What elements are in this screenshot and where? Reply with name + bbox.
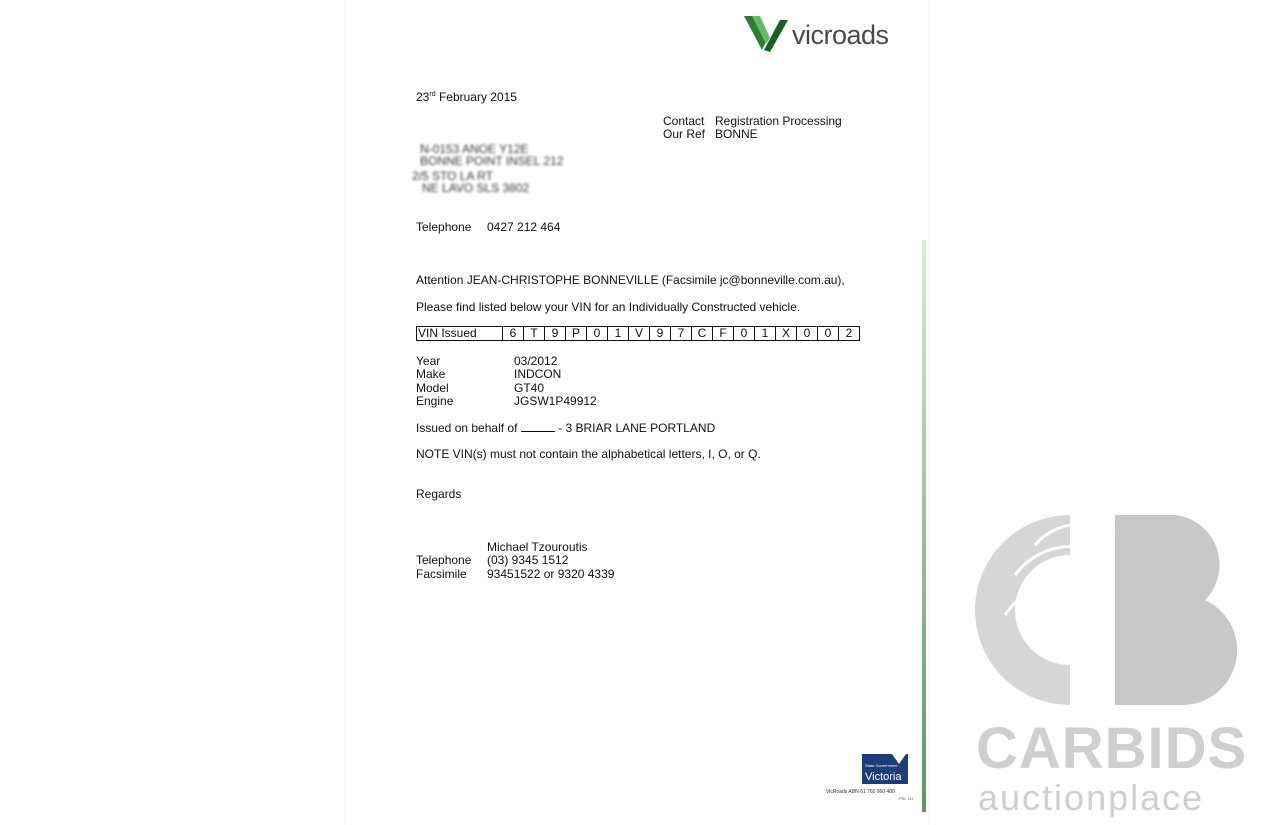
letter-date: 23rd February 2015 (416, 90, 517, 104)
signatory-tel-label: Telephone (416, 553, 472, 567)
vicroads-mark-icon (744, 14, 792, 54)
carbids-wordmark: CARBIDS (976, 716, 1248, 781)
page-edge-bar (922, 240, 926, 812)
recipient-address: N-0153 ANOE Y12E BONNE POINT INSEL 212 2/5 STO LA RT NE LAVO SLS 3802 (412, 142, 564, 195)
telephone-value: 0427 212 464 (487, 220, 561, 234)
vin-char: 0 (587, 327, 608, 341)
vin-label: VIN Issued (417, 327, 503, 341)
vin-char: 6 (503, 327, 524, 341)
vin-char: P (566, 327, 587, 341)
our-ref-label: Our Ref (663, 127, 706, 141)
vin-char: 9 (545, 327, 566, 341)
note-line: NOTE VIN(s) must not contain the alphabetical letters, I, O, or Q. (416, 447, 761, 461)
signatory-name: Michael Tzouroutis (487, 540, 588, 554)
redacted-name (521, 422, 555, 432)
signatory-tel: (03) 9345 1512 (487, 553, 569, 567)
issued-on-behalf: Issued on behalf of - 3 BRIAR LANE PORTLAND (416, 421, 716, 435)
carbids-watermark (975, 505, 1255, 818)
vin-char: T (524, 327, 545, 341)
signatory-fax-label: Facsimile (416, 567, 467, 581)
contact-value: Registration Processing (715, 114, 842, 128)
engine-value: JGSW1P49912 (514, 394, 597, 408)
vin-char: 2 (839, 327, 860, 341)
model-label: Model (416, 381, 449, 395)
make-label: Make (416, 367, 446, 381)
signatory-fax: 93451522 or 9320 4339 (487, 567, 615, 581)
vin-char: C (692, 327, 713, 341)
our-ref-value: BONNE (715, 127, 758, 141)
footer-abn: VicRoads ABN 61 760 960 480 (826, 789, 895, 795)
vicroads-logo (744, 14, 914, 54)
model-value: GT40 (514, 381, 545, 395)
contact-label: Contact (663, 114, 705, 128)
vin-char: X (776, 327, 797, 341)
regards: Regards (416, 487, 462, 501)
vin-char: F (713, 327, 734, 341)
vin-char: 9 (650, 327, 671, 341)
attention-line: Attention JEAN-CHRISTOPHE BONNEVILLE (Facsimile jc@bonneville.com.au), (416, 273, 845, 287)
footer-code: PSL 111 (899, 796, 914, 801)
telephone-label: Telephone (416, 220, 472, 234)
vin-char: 1 (608, 327, 629, 341)
vin-char: V (629, 327, 650, 341)
carbids-subtitle: auctionplace (978, 777, 1205, 818)
vin-char: 1 (755, 327, 776, 341)
vin-char: 0 (797, 327, 818, 341)
vin-char: 0 (818, 327, 839, 341)
vicroads-wordmark: vicroads (792, 20, 889, 50)
victoria-badge: State Government Victoria (862, 754, 908, 784)
engine-label: Engine (416, 394, 454, 408)
make-value: INDCON (514, 367, 562, 381)
vin-char: 7 (671, 327, 692, 341)
year-value: 03/2012 (514, 354, 558, 368)
carbids-logo-icon (975, 505, 1255, 715)
year-label: Year (416, 354, 441, 368)
intro-line: Please find listed below your VIN for an Individually Constructed vehicle. (416, 300, 801, 314)
vin-char: 0 (734, 327, 755, 341)
vin-table (416, 326, 860, 341)
